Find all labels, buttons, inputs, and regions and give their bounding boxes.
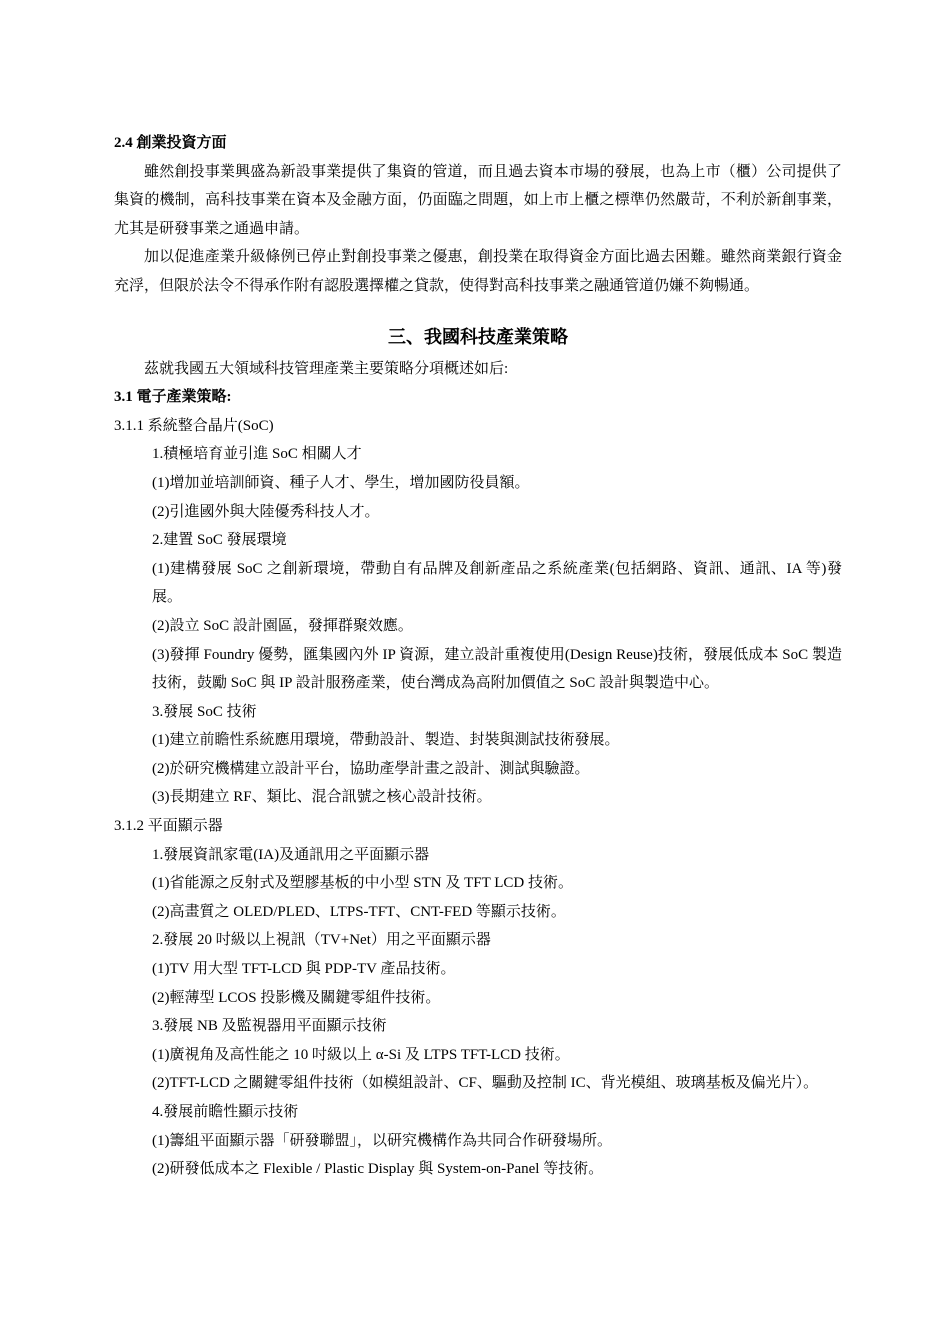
list-item: (1)建構發展 SoC 之創新環境，帶動自有品牌及創新產品之系統產業(包括網路、資訊、通訊、IA 等)發展。 — [152, 560, 842, 606]
list-item: (1)TV 用大型 TFT-LCD 與 PDP-TV 產品技術。 — [152, 961, 456, 978]
paragraph: 加以促進產業升級條例已停止對創投事業之優惠，創投業在取得資金方面比過去困難。雖然商業銀行資金充浮，但限於法令不得承作附有認股選擇權之貸款，使得對高科技事業之融通管道仍嫌不夠暢通。 — [114, 249, 842, 294]
list-item: 3.發展 NB 及監視器用平面顯示技術 — [152, 1018, 387, 1035]
list-item: (2)引進國外與大陸優秀科技人才。 — [152, 503, 380, 520]
list-item: (2)高畫質之 OLED/PLED、LTPS-TFT、CNT-FED 等顯示技術。 — [152, 903, 566, 920]
list-item: 3.發展 SoC 技術 — [152, 703, 257, 720]
list-item: 2.建置 SoC 發展環境 — [152, 532, 287, 549]
subsection-heading: 3.1.2 平面顯示器 — [114, 818, 223, 835]
section-heading: 3.1 電子產業策略: — [114, 389, 232, 406]
list-item: 1.積極培育並引進 SoC 相關人才 — [152, 446, 362, 463]
list-item: (2)於研究機構建立設計平台，協助產學計畫之設計、測試與驗證。 — [152, 760, 590, 777]
list-item: (1)省能源之反射式及塑膠基板的中小型 STN 及 TFT LCD 技術。 — [152, 875, 573, 892]
chapter-title: 三、我國科技產業策略 — [388, 326, 568, 347]
list-item: (2)TFT-LCD 之關鍵零組件技術（如模組設計、CF、驅動及控制 IC、背光模組、玻璃基板及偏光片）。 — [152, 1075, 819, 1092]
list-item: 4.發展前瞻性顯示技術 — [152, 1104, 299, 1120]
list-item: 1.發展資訊家電(IA)及通訊用之平面顯示器 — [152, 846, 430, 863]
list-item: (2)輕薄型 LCOS 投影機及關鍵零組件技術。 — [152, 989, 441, 1006]
subsection-heading: 3.1.1 系統整合晶片(SoC) — [114, 417, 274, 434]
chapter-intro: 茲就我國五大領域科技管理產業主要策略分項概述如后: — [144, 360, 509, 377]
list-item: (2)設立 SoC 設計園區，發揮群聚效應。 — [152, 617, 413, 634]
list-item: (3)發揮 Foundry 優勢，匯集國內外 IP 資源，建立設計重複使用(Design Reuse)技術，發展低成本 SoC 製造技術，鼓勵 SoC 與 IP 設計服務產業，使台灣成為高附加價值之 SoC 設計與製造中心。 — [152, 646, 842, 692]
list-item: (1)廣視角及高性能之 10 吋級以上 α-Si 及 LTPS TFT-LCD 技術。 — [152, 1046, 570, 1063]
list-item: (1)籌組平面顯示器「研發聯盟」，以研究機構作為共同合作研發場所。 — [152, 1132, 612, 1149]
list-item: (2)研發低成本之 Flexible / Plastic Display 與 System-on-Panel 等技術。 — [152, 1161, 604, 1178]
list-item: (1)增加並培訓師資、種子人才、學生，增加國防役員額。 — [152, 474, 530, 491]
list-item: (3)長期建立 RF、類比、混合訊號之核心設計技術。 — [152, 789, 492, 806]
paragraph: 雖然創投事業興盛為新設事業提供了集資的管道，而且過去資本市場的發展，也為上市（櫃）公司提供了集資的機制，高科技事業在資本及金融方面，仍面臨之問題，如上市上櫃之標準仍然嚴苛，不利於新創事業，尤其是研發事業之通過申請。 — [114, 163, 842, 237]
section-heading: 2.4 創業投資方面 — [114, 135, 227, 151]
list-item: (1)建立前瞻性系統應用環境，帶動設計、製造、封裝與測試技術發展。 — [152, 732, 620, 749]
list-item: 2.發展 20 吋級以上視訊（TV+Net）用之平面顯示器 — [152, 932, 491, 949]
